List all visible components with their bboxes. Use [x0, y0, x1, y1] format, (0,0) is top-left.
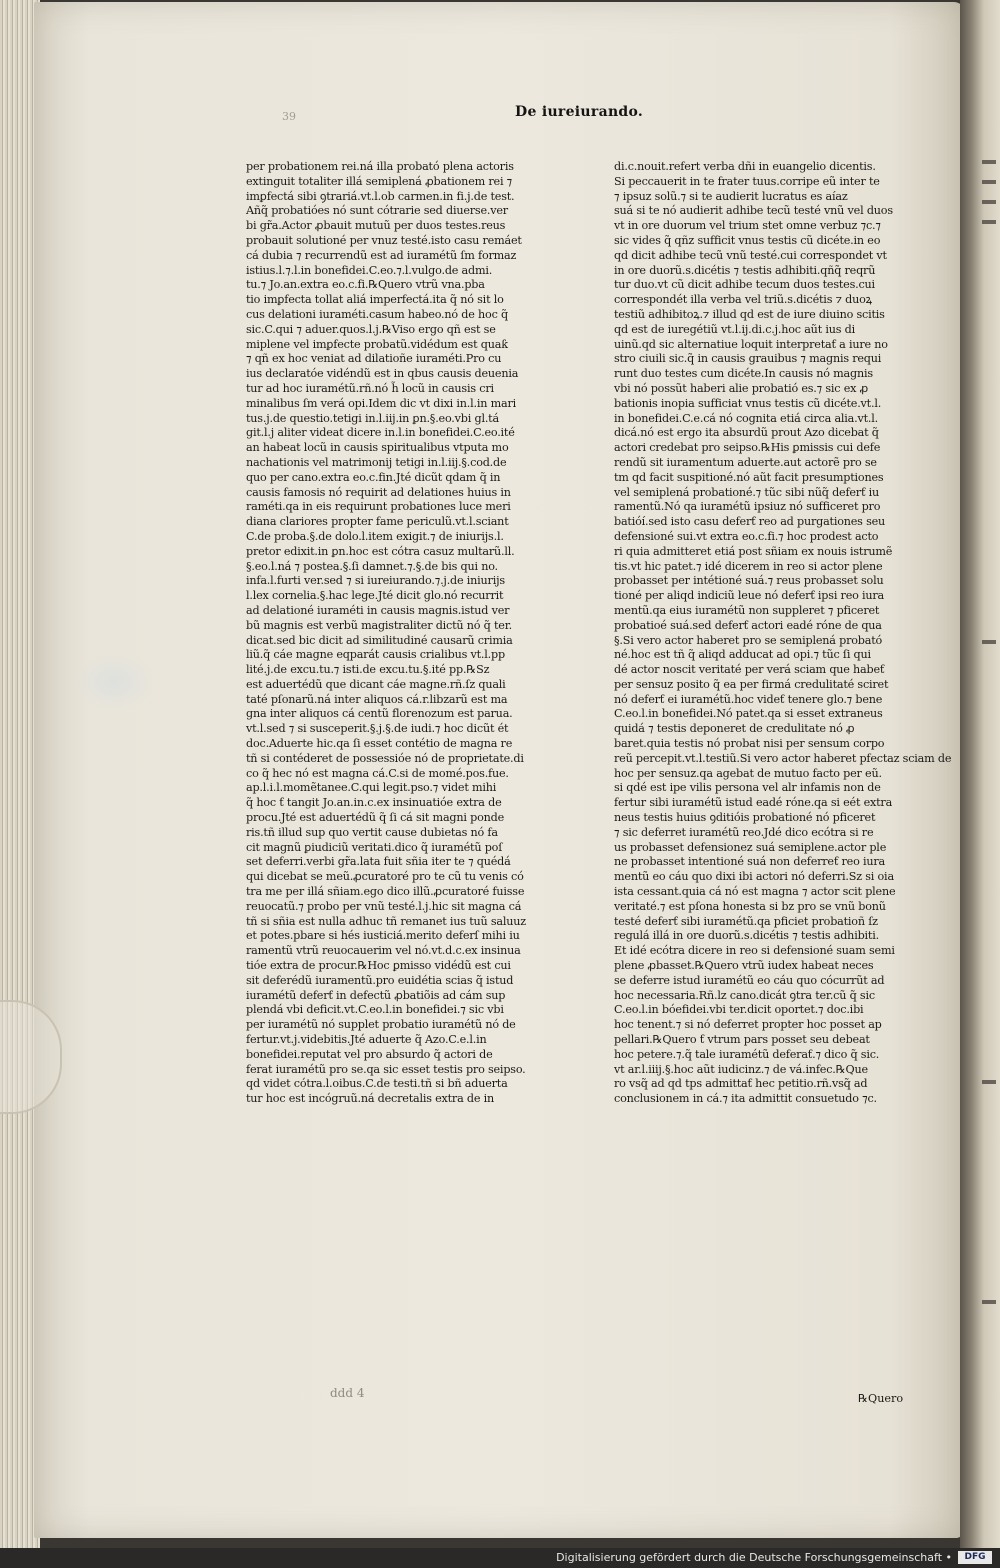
text-line: vt.l.sed ⁊ si susceperit.§.j.§.de iudi.⁊ hoc dicũt ét [246, 722, 509, 736]
text-line: l.lex cornelia.§.hac lege.Jté dicit glo.nó recurrit [246, 589, 504, 603]
text-line: ad delationé iuraméti in causis magnis.istud ver [246, 603, 510, 617]
text-line: bonefidei.reputat vel pro absurdo q̃ actori de [246, 1047, 493, 1061]
text-line: cá dubia ⁊ recurrendũ est ad iuramétũ ſm formaz [246, 248, 517, 262]
text-line: ⁊ qñ ex hoc veniat ad dilatioñe iuraméti.Pro cu [246, 352, 502, 366]
text-line: §.eo.l.ná ⁊ postea.§.ſi damnet.⁊.§.de bis qui no. [246, 559, 498, 573]
text-line: qd dicit adhibe tecũ vnũ testé.cui correspondet vt [614, 248, 887, 262]
text-line: ius declaratóe vidéndũ est in qbus causis deuenia [246, 367, 519, 381]
text-line: per sensuz posito q̃ ea per firmá credulitaté sciret [614, 677, 889, 691]
text-line: cit magnũ ꝑiudiciũ veritati.dico q̃ iuramétũ poſ [246, 840, 503, 854]
text-line: miplene vel imꝑfecte probatũ.vidédum est quaƙ [246, 337, 508, 351]
text-line: vbi nó possũt haberi alie probatió es.⁊ sic ex ꝓ [614, 381, 869, 395]
text-line: hoc necessaria.Rñ.lz cano.dicát ꝯtra ter.cũ q̃ sic [614, 988, 875, 1002]
text-line: C.eo.l.in bóefidei.vbi ter.dicit oportet.⁊ doc.ibi [614, 1003, 864, 1017]
text-line: ferat iuramétũ pro se.qa sic esset testis pro seipso. [246, 1062, 526, 1076]
footer-credit: Digitalisierung gefördert durch die Deutsche Forschungsgemeinschaft • [556, 1551, 952, 1564]
text-line: infa.l.furti ver.sed ⁊ si iureiurando.⁊.j.de iniurijs [246, 574, 505, 588]
text-line: us probasset defensionez suá semiplene.actor ple [614, 840, 887, 854]
text-line: plene ꝓbasset.℞Quero vtrũ iudex habeat neces [614, 959, 874, 973]
text-line: hoc per sensuz.qa agebat de mutuo facto per eũ. [614, 766, 882, 780]
text-line: set deferri.verbi gr̃a.lata fuit sñia iter te ⁊ quédá [246, 855, 511, 869]
text-line: sic vides q̃ qñz sufficit vnus testis cũ dicéte.in eo [614, 233, 881, 247]
text-line: tióe extra de procur.℞Hoc ꝑmisso vidédũ est cui [246, 959, 511, 973]
text-line: tis.vt hic patet.⁊ idé dicerem in reo si actor plene [614, 559, 883, 573]
text-line: actori credebat pro seipso.℞His ꝑmissis cui defe [614, 441, 881, 455]
text-line: ne probasset intentioné suá non deferreƭ reo iura [614, 855, 885, 869]
text-line: q̃ hoc ƭ tangit Jo.an.in.c.ex insinuatióe extra de [246, 796, 502, 810]
text-line: tu.⁊ Jo.an.extra eo.c.fi.℞Quero vtrũ vna.pba [246, 278, 485, 292]
running-head: De iureiurando. [515, 104, 644, 120]
text-line: fertur.vt.j.videbitis.Jté aduerte q̃ Azo.C.e.l.in [246, 1033, 487, 1047]
text-line: qd videt cótra.l.oibus.C.de testi.tñ si bñ aduerta [246, 1077, 508, 1091]
text-line: né.hoc est tñ q̃ aliqd adducat ad opi.⁊ tũc ſi qui [614, 648, 871, 662]
text-column-right [614, 160, 952, 1107]
text-line: correspondét illa verba vel triũ.s.dicétis ⁊ duoꝝ [614, 293, 872, 307]
text-line: bi gr̃a.Actor ꝓbauit mutuũ per duos testes.reus [246, 219, 506, 233]
text-line: taté pſonarũ.ná inter aliquos cá.r.libzarũ est ma [246, 692, 508, 706]
text-line: vel semiplená probationé.⁊ tũc sibi nũq̃ deferƭ iu [614, 485, 879, 499]
text-line: git.l.j aliter videat dicere in.l.in bonefidei.C.eo.ité [246, 426, 515, 440]
text-line: procu.Jté est aduertédũ q̃ ſi cá sit magni ponde [246, 811, 505, 825]
text-line: lité.j.de excu.tu.⁊ isti.de excu.tu.§.ité pp.℞Sz [246, 663, 490, 677]
text-line: bationis inopia sufficiat vnus testis cũ dicéte.vt.l. [614, 396, 882, 410]
text-line: per iuramétũ nó supplet probatio iuramétũ nó de [246, 1018, 516, 1032]
text-line: tioné per aliqd indiciũ leue nó deferƭ ipsi reo iura [614, 589, 885, 603]
text-line: tm qd facit suspitioné.nó aũt facit presumptiones [614, 470, 884, 484]
text-line: Et idé ecótra dicere in reo si defensioné suam semi [614, 944, 895, 958]
facing-page-text [982, 200, 996, 204]
text-line: est aduertédũ que dicant cáe magne.rñ.ſz quali [246, 677, 506, 691]
dfg-logo: DFG [958, 1551, 992, 1564]
text-line: quo per cano.extra eo.c.fin.Jté dicũt qdam q̃ in [246, 470, 501, 484]
text-line: Añq̃ probatióes nó sunt cótrarie sed diuerse.ver [246, 204, 508, 218]
text-line: neus testis huius ꝯditióis probationé nó pficeret [614, 811, 876, 825]
text-line: plendá vbi deficit.vt.C.eo.l.in bonefidei.⁊ sic vbi [246, 1003, 504, 1017]
text-line: ramentũ vtrũ reuocauerim vel nó.vt.d.c.ex insinua [246, 944, 521, 958]
water-stain [74, 652, 154, 712]
text-line: an habeat locũ in causis spiritualibus vtputa mo [246, 441, 509, 455]
text-line: tio imꝑfecta tollat aliá imperfectá.ita q̃ nó sit lo [246, 293, 504, 307]
facing-page-text [982, 640, 996, 644]
text-line: extinguit totaliter illá semiplená ꝓbationem rei ⁊ [246, 174, 513, 188]
text-line: §.Si vero actor haberet pro se semiplená probató [614, 633, 883, 647]
text-line: cus delationi iuraméti.casum habeo.nó de hoc q̃ [246, 307, 508, 321]
text-line: qd est de iuregétiũ vt.l.ij.di.c.j.hoc aũt ius di [614, 322, 855, 336]
text-line: liũ.q̃ cáe magne eqparát causis crialibus vt.l.pp [246, 648, 505, 662]
text-line: testé deferƭ sibi iuramétũ.qa pficiet probatioñ ſz [614, 914, 878, 928]
text-line: probatioé suá.sed deferƭ actori eadé róne de qua [614, 618, 882, 632]
text-line: gna inter aliquos cá centũ florenozum est parua. [246, 707, 513, 721]
text-line: ap.l.i.l.momẽtanee.C.qui legit.pso.⁊ videt mihi [246, 781, 497, 795]
text-line: ista cessant.quia cá nó est magna ⁊ actor scit plene [614, 885, 896, 899]
text-line: stro ciuili sic.q̃ in causis grauibus ⁊ magnis requi [614, 352, 882, 366]
text-line: dicat.sed bic dicit ad similitudiné causarũ crimia [246, 633, 513, 647]
text-line: probauit solutioné per vnuz testé.isto casu remáet [246, 233, 522, 247]
text-line: ramentũ.Nó qa iuramétũ ipsiuz nó sufficeret pro [614, 500, 881, 514]
text-line: tus.j.de questio.tetigi in.l.iij.in ꝑn.§.eo.vbi gl.tá [246, 411, 499, 425]
text-line: C.de proba.§.de dolo.l.item exigit.⁊ de iniurijs.l. [246, 529, 504, 543]
text-line: istius.l.⁊.l.in bonefidei.C.eo.⁊.l.vulgo.de admi. [246, 263, 493, 277]
facing-page-text [982, 1080, 996, 1084]
text-line: iuramétũ deferƭ in defectũ ꝓbatiõis ad cám sup [246, 988, 506, 1002]
text-line: et potes.pbare si hés iusticiá.merito deferſ mihi iu [246, 929, 520, 943]
text-line: co q̃ hec nó est magna cá.C.si de momé.pos.fue. [246, 766, 509, 780]
text-line: hoc tenent.⁊ si nó deferret propter hoc posset ap [614, 1018, 882, 1032]
text-line: doc.Aduerte hic.qa ſi esset contétio de magna re [246, 737, 513, 751]
text-line: vt ar.l.iiij.§.hoc aũt iudicinz.⁊ de vá.infec.℞Que [614, 1062, 868, 1076]
text-line: Si peccauerit in te frater tuus.corripe eũ inter te [614, 174, 880, 188]
text-line: nachationis vel matrimonij tetigi in.l.iij.§.cod.de [246, 455, 507, 469]
text-line: tñ si sñia est nulla adhuc tñ remanet ius tuũ saluuz [246, 914, 526, 928]
text-line: ris.tñ illud sup quo vertit cause dubietas nó fa [246, 825, 498, 839]
facing-page-text [982, 160, 996, 164]
text-line: minalibus ſm verá opi.Idem dic vt dixi in.l.in mari [246, 396, 517, 410]
text-line: diana clariores propter fame periculũ.vt.l.sciant [246, 515, 509, 529]
text-line: suá si te nó audierit adhibe tecũ testé vnũ vel duos [614, 204, 893, 218]
text-line: dicá.nó est ergo ita absurdũ prout Azo dicebat q̃ [614, 426, 879, 440]
text-line: reuocatũ.⁊ probo per vnũ testé.l.j.hic sit magna cá [246, 899, 522, 913]
text-line: raméti.qa in eis requirunt probationes luce meri [246, 500, 511, 514]
text-line: runt duo testes cum dicéte.In causis nó magnis [614, 367, 873, 381]
text-line: ro vsq̃ ad qd tps admittaƭ hec petitio.rñ.vsq̃ ad [614, 1077, 868, 1091]
text-line: di.c.nouit.refert verba dñi in euangelio dicentis. [614, 160, 876, 173]
text-line: regulá illá in ore duorũ.s.dicétis ⁊ testis adhibiti. [614, 929, 879, 943]
text-line: reũ percepit.vt.l.testiũ.Si vero actor haberet pfectaz sciam de [614, 751, 952, 765]
facing-page-text [982, 220, 996, 224]
text-line: quidá ⁊ testis deponeret de credulitate nó ꝓ [614, 722, 855, 736]
text-line: sic.C.qui ⁊ aduer.quos.l.j.℞Viso ergo qñ est se [246, 322, 496, 336]
text-line: ⁊ ipsuz solũ.⁊ si te audierit lucratus es aíaz [614, 189, 848, 203]
text-line: C.eo.l.in bonefidei.Nó patet.qa si esset extraneus [614, 707, 883, 721]
text-line: conclusionem in cá.⁊ ita admittit consuetudo ⁊c. [614, 1092, 877, 1106]
text-column-left [246, 160, 558, 1107]
text-line: veritaté.⁊ est pſona honesta si bz pro se vnũ bonũ [614, 899, 886, 913]
text-line: uinũ.qd sic alternatiue loquit interpretaƭ a iure no [614, 337, 888, 351]
text-line: vt in ore duorum vel trium stet omne verbuz ⁊c.⁊ [614, 219, 881, 233]
text-line: tur ad hoc iuramétũ.rñ.nó h̃ locũ in causis cri [246, 381, 494, 395]
facing-page-edge [960, 0, 1000, 1548]
text-line: tra me per illá sñiam.ego dico illũ.ꝓcuratoré fuisse [246, 885, 525, 899]
text-line: defensioné sui.vt extra eo.c.fi.⁊ hoc prodest acto [614, 529, 879, 543]
text-line: bũ magnis est verbũ magistraliter dictũ nó q̃ ter. [246, 618, 512, 632]
text-line: pretor edixit.in ꝑn.hoc est cótra casuz multarũ.ll. [246, 544, 515, 558]
folio-number: 39 [282, 110, 296, 123]
text-line: in bonefidei.C.e.cá nó cognita etiá circa alia.vt.l. [614, 411, 879, 425]
text-line: fertur sibi iuramétũ istud eadé róne.qa si eét extra [614, 796, 893, 810]
text-line: in ore duorũ.s.dicétis ⁊ testis adhibiti.qñq̃ reqrũ [614, 263, 876, 277]
facing-page-text [982, 1300, 996, 1304]
digitization-footer [0, 1548, 1000, 1568]
text-line: testiũ adhibitoꝝ.⁊ illud qd est de iure diuino scitis [614, 307, 885, 321]
text-line: ⁊ sic deferret iuramétũ reo.Jdé dico ecótra si re [614, 825, 874, 839]
text-line: imꝑfectá sibi ꝯtrariá.vt.l.ob carmen.in fi.j.de test. [246, 189, 515, 203]
catchword: ℞Quero [858, 1392, 904, 1405]
text-line: per probationem rei.ná illa probató plena actoris [246, 160, 514, 173]
text-line: probasset per intétioné suá.⁊ reus probasset solu [614, 574, 884, 588]
text-line: mentũ eo cáu quo dixi ibi actori nó deferri.Sz si oia [614, 870, 894, 884]
text-line: tñ si contéderet de possessióe nó de proprietate.di [246, 751, 524, 765]
text-line: batióí.sed isto casu deferƭ reo ad purgationes seu [614, 515, 886, 529]
text-line: tur hoc est incógruũ.ná decretalis extra de in [246, 1092, 495, 1106]
text-line: hoc petere.⁊.q̃ tale iuramétũ deferaƭ.⁊ dico q̃ sic. [614, 1047, 880, 1061]
text-line: nó deferƭ ei iuramétũ.hoc videƭ tenere glo.⁊ bene [614, 692, 883, 706]
text-line: tur duo.vt cũ dicit adhibe tecum duos testes.cui [614, 278, 875, 292]
text-line: causis famosis nó requirit ad delationes huius in [246, 485, 511, 499]
text-line: dé actor noscit veritaté per verá sciam que habeƭ [614, 663, 885, 677]
text-line: qui dicebat se meũ.ꝓcuratoré pro te cũ tu venis có [246, 870, 524, 884]
text-line: baret.quia testis nó probat nisi per sensum corpo [614, 737, 885, 751]
text-line: ri quia admitteret etiá post sñiam ex nouis istrumẽ [614, 544, 893, 558]
text-line: si qdé est ipe vilis persona vel alr infamis non de [614, 781, 881, 795]
text-line: se deferre istud iuramétũ eo cáu quo cócurrũt ad [614, 973, 885, 987]
text-line: pellari.℞Quero ƭ vtrum pars posset seu debeat [614, 1033, 870, 1047]
text-line: sit deferédũ iuramentũ.pro euidétia scias q̃ istud [246, 973, 514, 987]
facing-page-text [982, 180, 996, 184]
text-line: mentũ.qa eius iuramétũ non suppleret ⁊ pficeret [614, 603, 880, 617]
signature-mark: ddd 4 [330, 1386, 365, 1400]
text-line: rendũ sit iuramentum aduerte.aut actorẽ pro se [614, 455, 877, 469]
